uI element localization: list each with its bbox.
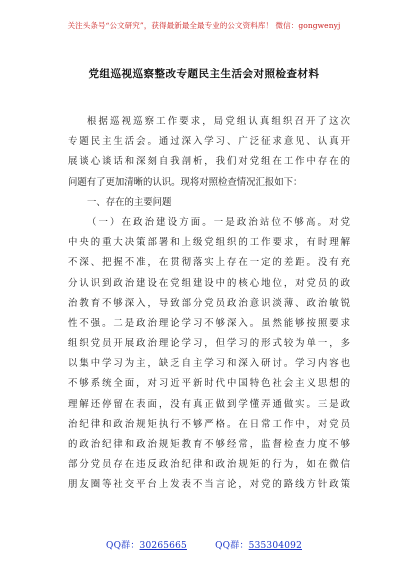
body-line: 治教育不够深入，导致部分党员政治意识淡薄、政治敏锐	[68, 297, 350, 309]
qq-group-2-number: 535304092	[248, 541, 302, 551]
body-line: 组织党员开展政治理论学习，但学习的形式较为单一，多	[68, 338, 350, 350]
body-line: 的政治纪律和政治规矩教育不够经常，监督检查力度不够	[68, 439, 350, 450]
qq-group-1-label: QQ群：	[105, 541, 140, 551]
qq-group-2[interactable]	[215, 538, 302, 551]
body-line: 展谈心谈话和深刻自我剖析，我们对党组在工作中存在的	[68, 156, 350, 168]
qq-group-1[interactable]	[106, 538, 187, 551]
body-line: （一）在政治建设方面。一是政治站位不够高。对党	[87, 216, 350, 228]
section-heading: 一、存在的主要问题	[87, 196, 172, 208]
body-line: 治纪律和政治规矩执行不够严格。在日常工作中，对党员	[68, 418, 350, 430]
body-line: 部分党员存在违反政治纪律和政治规矩的行为，如在微信	[68, 459, 350, 471]
body-line: 以集中学习为主，缺乏自主学习和深入研讨。学习内容也	[68, 358, 350, 370]
body-line: 理解还停留在表面，没有真正做到学懂弄通做实。三是政	[68, 398, 350, 410]
document-body	[68, 112, 350, 496]
body-line: 不够系统全面，对习近平新时代中国特色社会主义思想的	[68, 378, 350, 390]
qq-group-2-label: QQ群：	[215, 541, 249, 551]
body-line: 中央的重大决策部署和上级党组织的工作要求，有时理解	[68, 237, 350, 249]
document-title: 党组巡视巡察整改专题民主生活会对照检查材料	[88, 68, 320, 80]
body-line: 根据巡视巡察工作要求，局党组认真组织召开了这次	[87, 116, 350, 127]
body-line: 问题有了更加清晰的认识。现将对照检查情况汇报如下：	[68, 176, 303, 188]
qq-group-1-number: 30265665	[139, 541, 187, 551]
header-notice: 关注头条号“公文研究”，获得最新最全最专业的公文资料库！ 微信：gongwenyj	[67, 21, 341, 30]
body-line: 不深、把握不准，在贯彻落实上存在一定的差距。没有充	[68, 257, 350, 269]
body-line: 性不强。二是政治理论学习不够深入。虽然能够按照要求	[68, 317, 350, 329]
body-line: 分认识到政治建设在党组建设中的核心地位，对党员的政	[68, 277, 350, 289]
body-line: 朋友圈等社交平台上发表不当言论，对党的路线方针政策	[68, 479, 350, 491]
body-line: 专题民主生活会。通过深入学习、广泛征求意见、认真开	[68, 136, 350, 148]
footer-contact	[0, 538, 408, 551]
